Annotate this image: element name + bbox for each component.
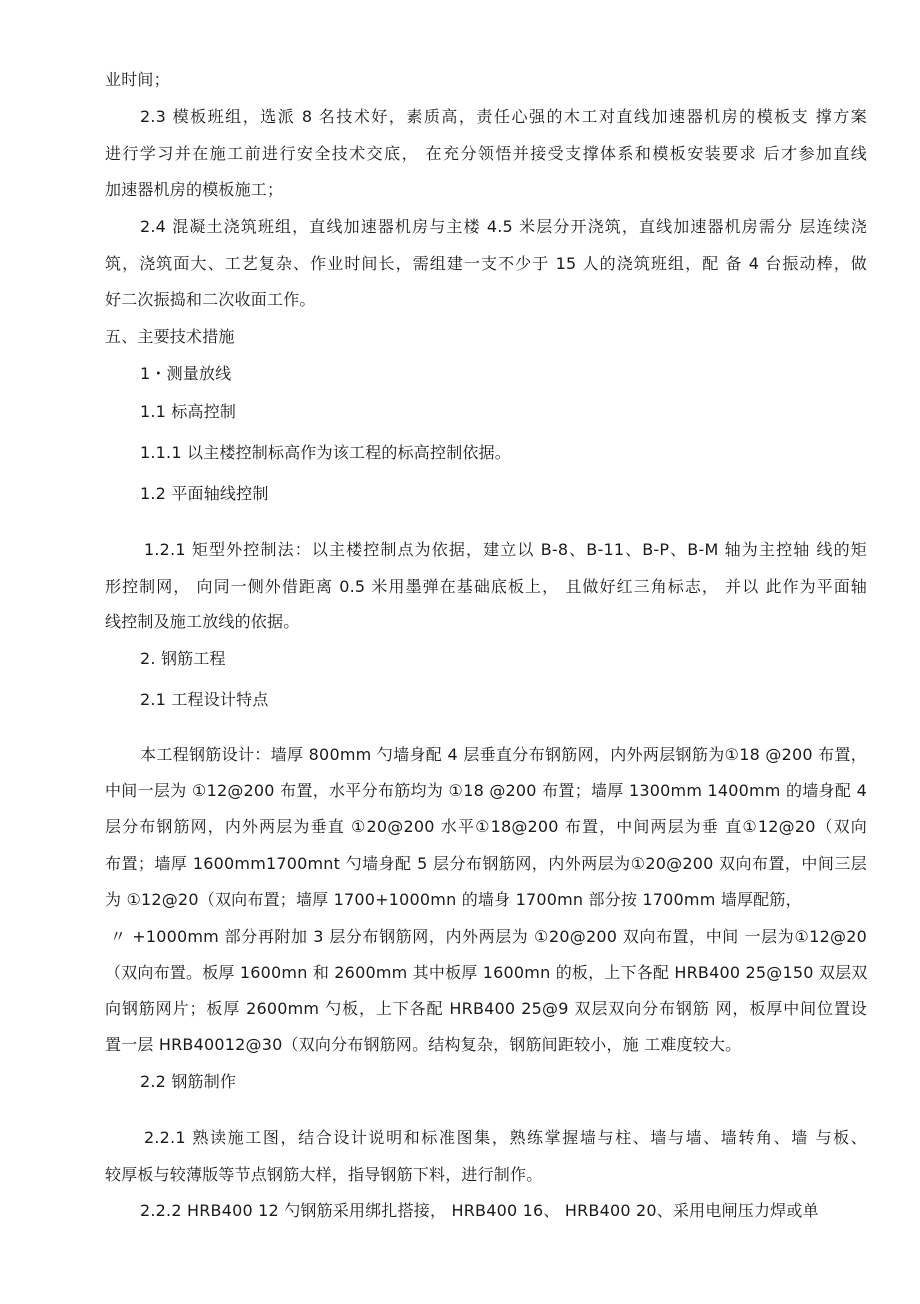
text-line: 向钢筋网片；板厚 2600mm 勺板，上下各配 HRB400 25@9 双层双向分布钢筋 网，板厚中间位置设 [105, 999, 867, 1018]
subsection-heading: 2.2 钢筋制作 [140, 1072, 237, 1091]
subsection-heading: 2.1 工程设计特点 [140, 690, 269, 709]
text-line: 为 ①12@20（双向布置；墙厚 1700+1000mn 的墙身 1700mn 部分按 1700mm 墙厚配筋， [105, 890, 802, 909]
text-line: 2.2.1 熟读施工图，结合设计说明和标准图集，熟练掌握墙与柱、墙与墙、墙转角、墙 与板、 [144, 1128, 867, 1147]
text-line: 1.1.1 以主楼控制标高作为该工程的标高控制依据。 [140, 443, 511, 462]
text-line: 层分布钢筋网，内外两层为垂直 ①20@200 水平①18@200 布置，中间两层为垂 直①12@20（双向 [105, 817, 867, 836]
text-line: （双向布置。板厚 1600mn 和 2600mm 其中板厚 1600mn 的板，上下各配 HRB400 25@150 双层双 [105, 963, 868, 982]
text-line: 中间一层为 ①12@200 布置，水平分布筋均为 ①18 @200 布置；墙厚 1300mm 1400mm 的墙身配 4 [105, 781, 867, 800]
subsection-heading: 1.2 平面轴线控制 [140, 484, 269, 503]
text-line: 筑，浇筑面大、工艺复杂、作业时间长，需组建一支不少于 15 人的浇筑班组，配 备 4 台振动棒，做 [105, 254, 867, 273]
subsection-heading: 1.1 标高控制 [140, 402, 237, 421]
section-heading: 五、主要技术措施 [105, 327, 235, 346]
text-line: 进行学习并在施工前进行安全技术交底， 在充分领悟并接受支撑体系和模板安装要求 后才参加直线 [105, 144, 867, 163]
text-line: 2.2.2 HRB400 12 勺钢筋采用绑扎搭接， HRB400 16、 HRB400 20、采用电闸压力焊或单 [140, 1201, 819, 1220]
text-line: 较厚板与较薄版等节点钢筋大样，指导钢筋下料，进行制作。 [105, 1165, 543, 1184]
text-line: 〃 +1000mm 部分再附加 3 层分布钢筋网，内外两层为 ①20@200 双向布置，中间 一层为①12@20 [110, 927, 867, 946]
text-line: 加速器机房的模板施工； [105, 180, 284, 199]
text-line: 2.3 模板班组，选派 8 名技术好，素质高，责任心强的木工对直线加速器机房的模板支 撑方案 [140, 107, 867, 126]
text-line: 线控制及施工放线的依据。 [105, 612, 300, 631]
text-line: 布置；墙厚 1600mm1700mnt 勺墙身配 5 层分布钢筋网，内外两层为①20@200 双向布置，中间三层 [105, 854, 867, 873]
text-line: 好二次振捣和二次收面工作。 [105, 290, 316, 309]
text-line: 形控制网， 向同一侧外借距离 0.5 米用墨弹在基础底板上， 且做好红三角标志， 并以 此作为平面轴 [105, 577, 867, 596]
text-line: 置一层 HRB40012@30（双向分布钢筋网。结构复杂，钢筋间距较小，施 工难度较大。 [105, 1035, 742, 1054]
text-line: 1.2.1 矩型外控制法：以主楼控制点为依据，建立以 B-8、B-11、B-P、B-M 轴为主控轴 线的矩 [144, 540, 867, 559]
text-line: 本工程钢筋设计：墙厚 800mm 勺墙身配 4 层垂直分布钢筋网，内外两层钢筋为①18 @200 布置， [140, 745, 867, 764]
subsection-heading: 2. 钢筋工程 [140, 649, 226, 668]
text-line: 2.4 混凝土浇筑班组，直线加速器机房与主楼 4.5 米层分开浇筑，直线加速器机房需分 层连续浇 [140, 217, 867, 236]
subsection-heading: 1・测量放线 [140, 364, 232, 383]
text-line: 业时间； [105, 70, 170, 89]
